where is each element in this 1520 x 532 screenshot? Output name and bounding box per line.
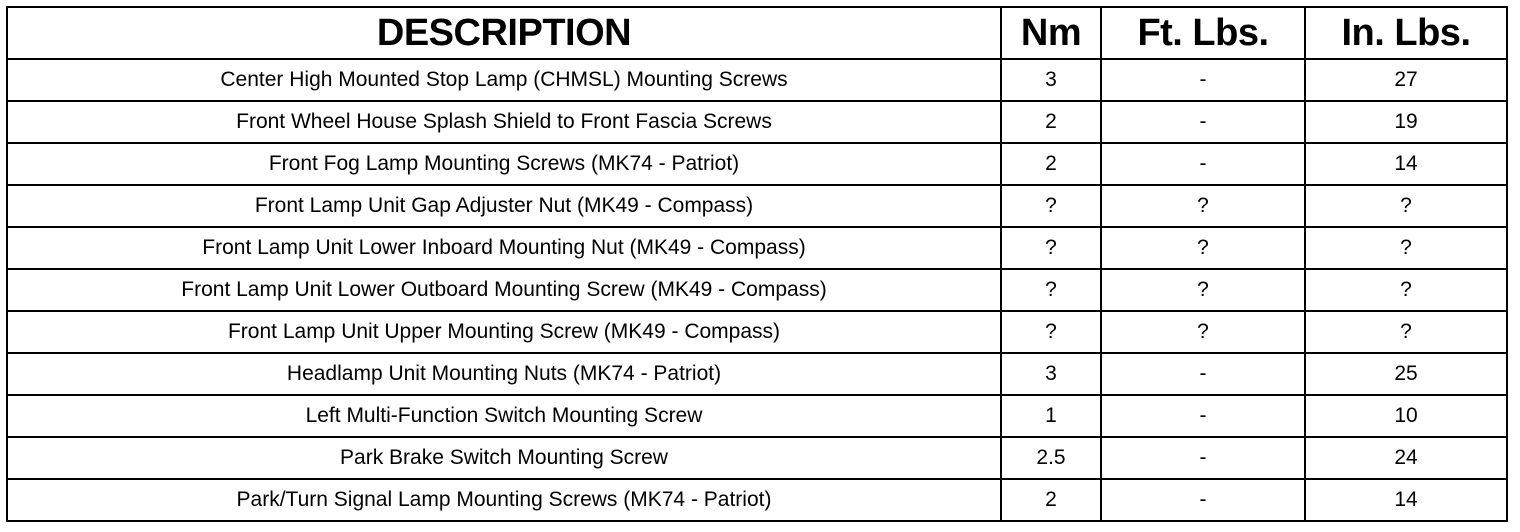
header-ft-lbs: Ft. Lbs. [1101,7,1305,59]
header-description: DESCRIPTION [7,7,1001,59]
cell-in-lbs: ? [1305,185,1507,227]
cell-ft-lbs: - [1101,353,1305,395]
cell-nm: ? [1001,227,1101,269]
cell-in-lbs: 27 [1305,59,1507,101]
table-row [7,59,1507,101]
cell-nm: 3 [1001,353,1101,395]
table-row [7,311,1507,353]
cell-ft-lbs: - [1101,59,1305,101]
cell-in-lbs: 24 [1305,437,1507,479]
cell-nm: 2 [1001,101,1101,143]
cell-nm: ? [1001,311,1101,353]
cell-ft-lbs: - [1101,395,1305,437]
cell-description: Front Wheel House Splash Shield to Front Fascia Screws [7,101,1001,143]
table-row [7,269,1507,311]
cell-description: Front Lamp Unit Gap Adjuster Nut (MK49 - Compass) [7,185,1001,227]
cell-ft-lbs: ? [1101,227,1305,269]
cell-ft-lbs: ? [1101,311,1305,353]
cell-description: Front Lamp Unit Lower Outboard Mounting Screw (MK49 - Compass) [7,269,1001,311]
table-row [7,227,1507,269]
cell-in-lbs: 25 [1305,353,1507,395]
cell-description: Left Multi-Function Switch Mounting Screw [7,395,1001,437]
cell-nm: ? [1001,269,1101,311]
table-row [7,185,1507,227]
cell-nm: 3 [1001,59,1101,101]
cell-ft-lbs: ? [1101,269,1305,311]
header-in-lbs: In. Lbs. [1305,7,1507,59]
cell-in-lbs: ? [1305,227,1507,269]
cell-ft-lbs: - [1101,101,1305,143]
table-row [7,479,1507,521]
table-row [7,437,1507,479]
cell-description: Front Fog Lamp Mounting Screws (MK74 - Patriot) [7,143,1001,185]
cell-ft-lbs: - [1101,479,1305,521]
cell-in-lbs: ? [1305,269,1507,311]
table-row [7,143,1507,185]
cell-in-lbs: 14 [1305,479,1507,521]
cell-description: Center High Mounted Stop Lamp (CHMSL) Mounting Screws [7,59,1001,101]
cell-nm: 2.5 [1001,437,1101,479]
cell-description: Headlamp Unit Mounting Nuts (MK74 - Patriot) [7,353,1001,395]
table-row [7,101,1507,143]
torque-spec-table [6,6,1508,522]
cell-ft-lbs: - [1101,437,1305,479]
cell-nm: 2 [1001,479,1101,521]
cell-in-lbs: 19 [1305,101,1507,143]
cell-nm: ? [1001,185,1101,227]
cell-ft-lbs: ? [1101,185,1305,227]
cell-nm: 2 [1001,143,1101,185]
cell-ft-lbs: - [1101,143,1305,185]
cell-description: Park Brake Switch Mounting Screw [7,437,1001,479]
table-row [7,353,1507,395]
cell-in-lbs: ? [1305,311,1507,353]
cell-description: Park/Turn Signal Lamp Mounting Screws (MK74 - Patriot) [7,479,1001,521]
cell-description: Front Lamp Unit Lower Inboard Mounting Nut (MK49 - Compass) [7,227,1001,269]
cell-in-lbs: 10 [1305,395,1507,437]
cell-nm: 1 [1001,395,1101,437]
table-header-row [7,7,1507,59]
table-row [7,395,1507,437]
cell-in-lbs: 14 [1305,143,1507,185]
header-nm: Nm [1001,7,1101,59]
torque-spec-sheet [6,6,1506,522]
cell-description: Front Lamp Unit Upper Mounting Screw (MK49 - Compass) [7,311,1001,353]
